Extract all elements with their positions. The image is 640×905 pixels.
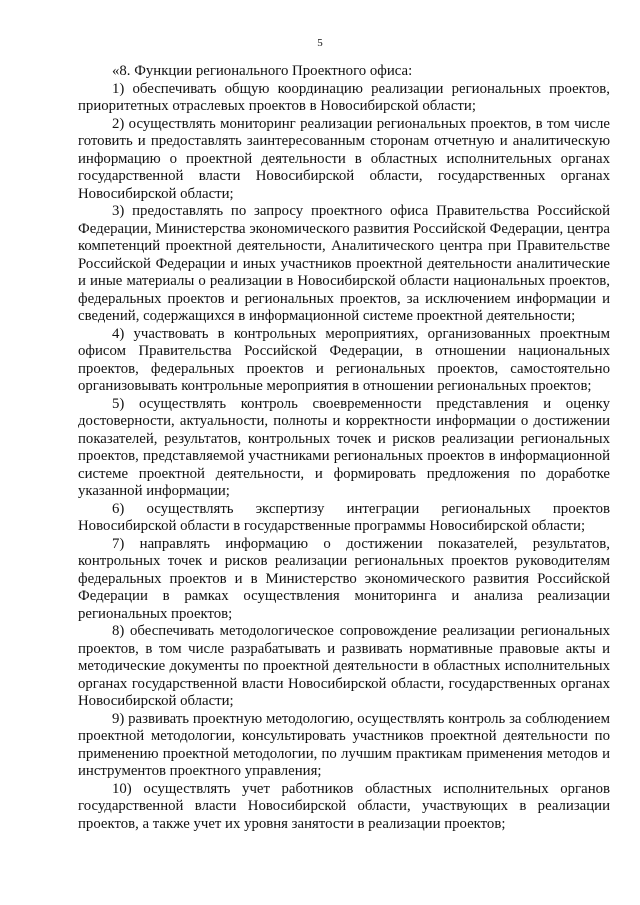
list-item: 6) осуществлять экспертизу интеграции региональных проектов Новосибирской области в государственные программы Новосибирской области; (78, 500, 610, 534)
list-item: 8) обеспечивать методологическое сопровождение реализации региональных проектов, в том числе разрабатывать и развивать нормативные правовые акты и методические документы по проектной деятельности в областных исполнительных органах государственной власти Новосибирской области, государственных органах Новосибирской области; (78, 623, 610, 709)
list-item: 4) участвовать в контрольных мероприятиях, организованных проектным офисом Правительства Российской Федерации, в отношении национальных проектов, федеральных проектов и региональных проектов, самостоятельно организовывать контрольные мероприятия в отношении региональных проектов; (78, 325, 610, 394)
list-item: 5) осуществлять контроль своевременности представления и оценку достоверности, актуальности, полноты и корректности информации о достижении показателей, результатов, контрольных точек и рисков реализации региональных проектов, представляемой участниками региональных проектов в информационной системе проектной деятельности, и формировать предложения по доработке указанной информации; (78, 395, 610, 499)
list-item: 2) осуществлять мониторинг реализации региональных проектов, в том числе готовить и предоставлять заинтересованным сторонам отчетную и аналитическую информацию о проектной деятельности в областных исполнительных органах государственной власти Новосибирской области, государственных органах Новосибирской области; (78, 115, 610, 202)
section-heading: «8. Функции регионального Проектного офиса: (112, 63, 413, 79)
list-item: 9) развивать проектную методологию, осуществлять контроль за соблюдением проектной методологии, консультировать участников проектной деятельности по применению проектной методологии, по лучшим практикам применения методов и инструментов проектного управления; (78, 710, 610, 779)
list-item: 10) осуществлять учет работников областных исполнительных органов государственной власти Новосибирской области, участвующих в реализации проектов, а также учет их уровня занятости в реализации проектов; (78, 780, 610, 832)
list-item: 7) направлять информацию о достижении показателей, результатов, контрольных точек и рисков реализации региональных проектов руководителям федеральных проектов и в Министерство экономического развития Российской Федерации в рамках осуществления мониторинга и анализа реализации региональных проектов; (78, 535, 610, 622)
document-body (78, 63, 610, 833)
list-item: 1) обеспечивать общую координацию реализации региональных проектов, приоритетных отраслевых проектов в Новосибирской области; (78, 80, 610, 114)
list-item: 3) предоставлять по запросу проектного офиса Правительства Российской Федерации, Министерства экономического развития Российской Федерации, центра компетенций проектной деятельности, Аналитического центра при Правительстве Российской Федерации и иных участников проектной деятельности аналитические и иные материалы о реализации в Новосибирской области национальных проектов, федеральных проектов и региональных проектов, за исключением информации и сведений, содержащихся в информационной системе проектной деятельности; (78, 203, 610, 324)
page-number: 5 (317, 37, 323, 49)
